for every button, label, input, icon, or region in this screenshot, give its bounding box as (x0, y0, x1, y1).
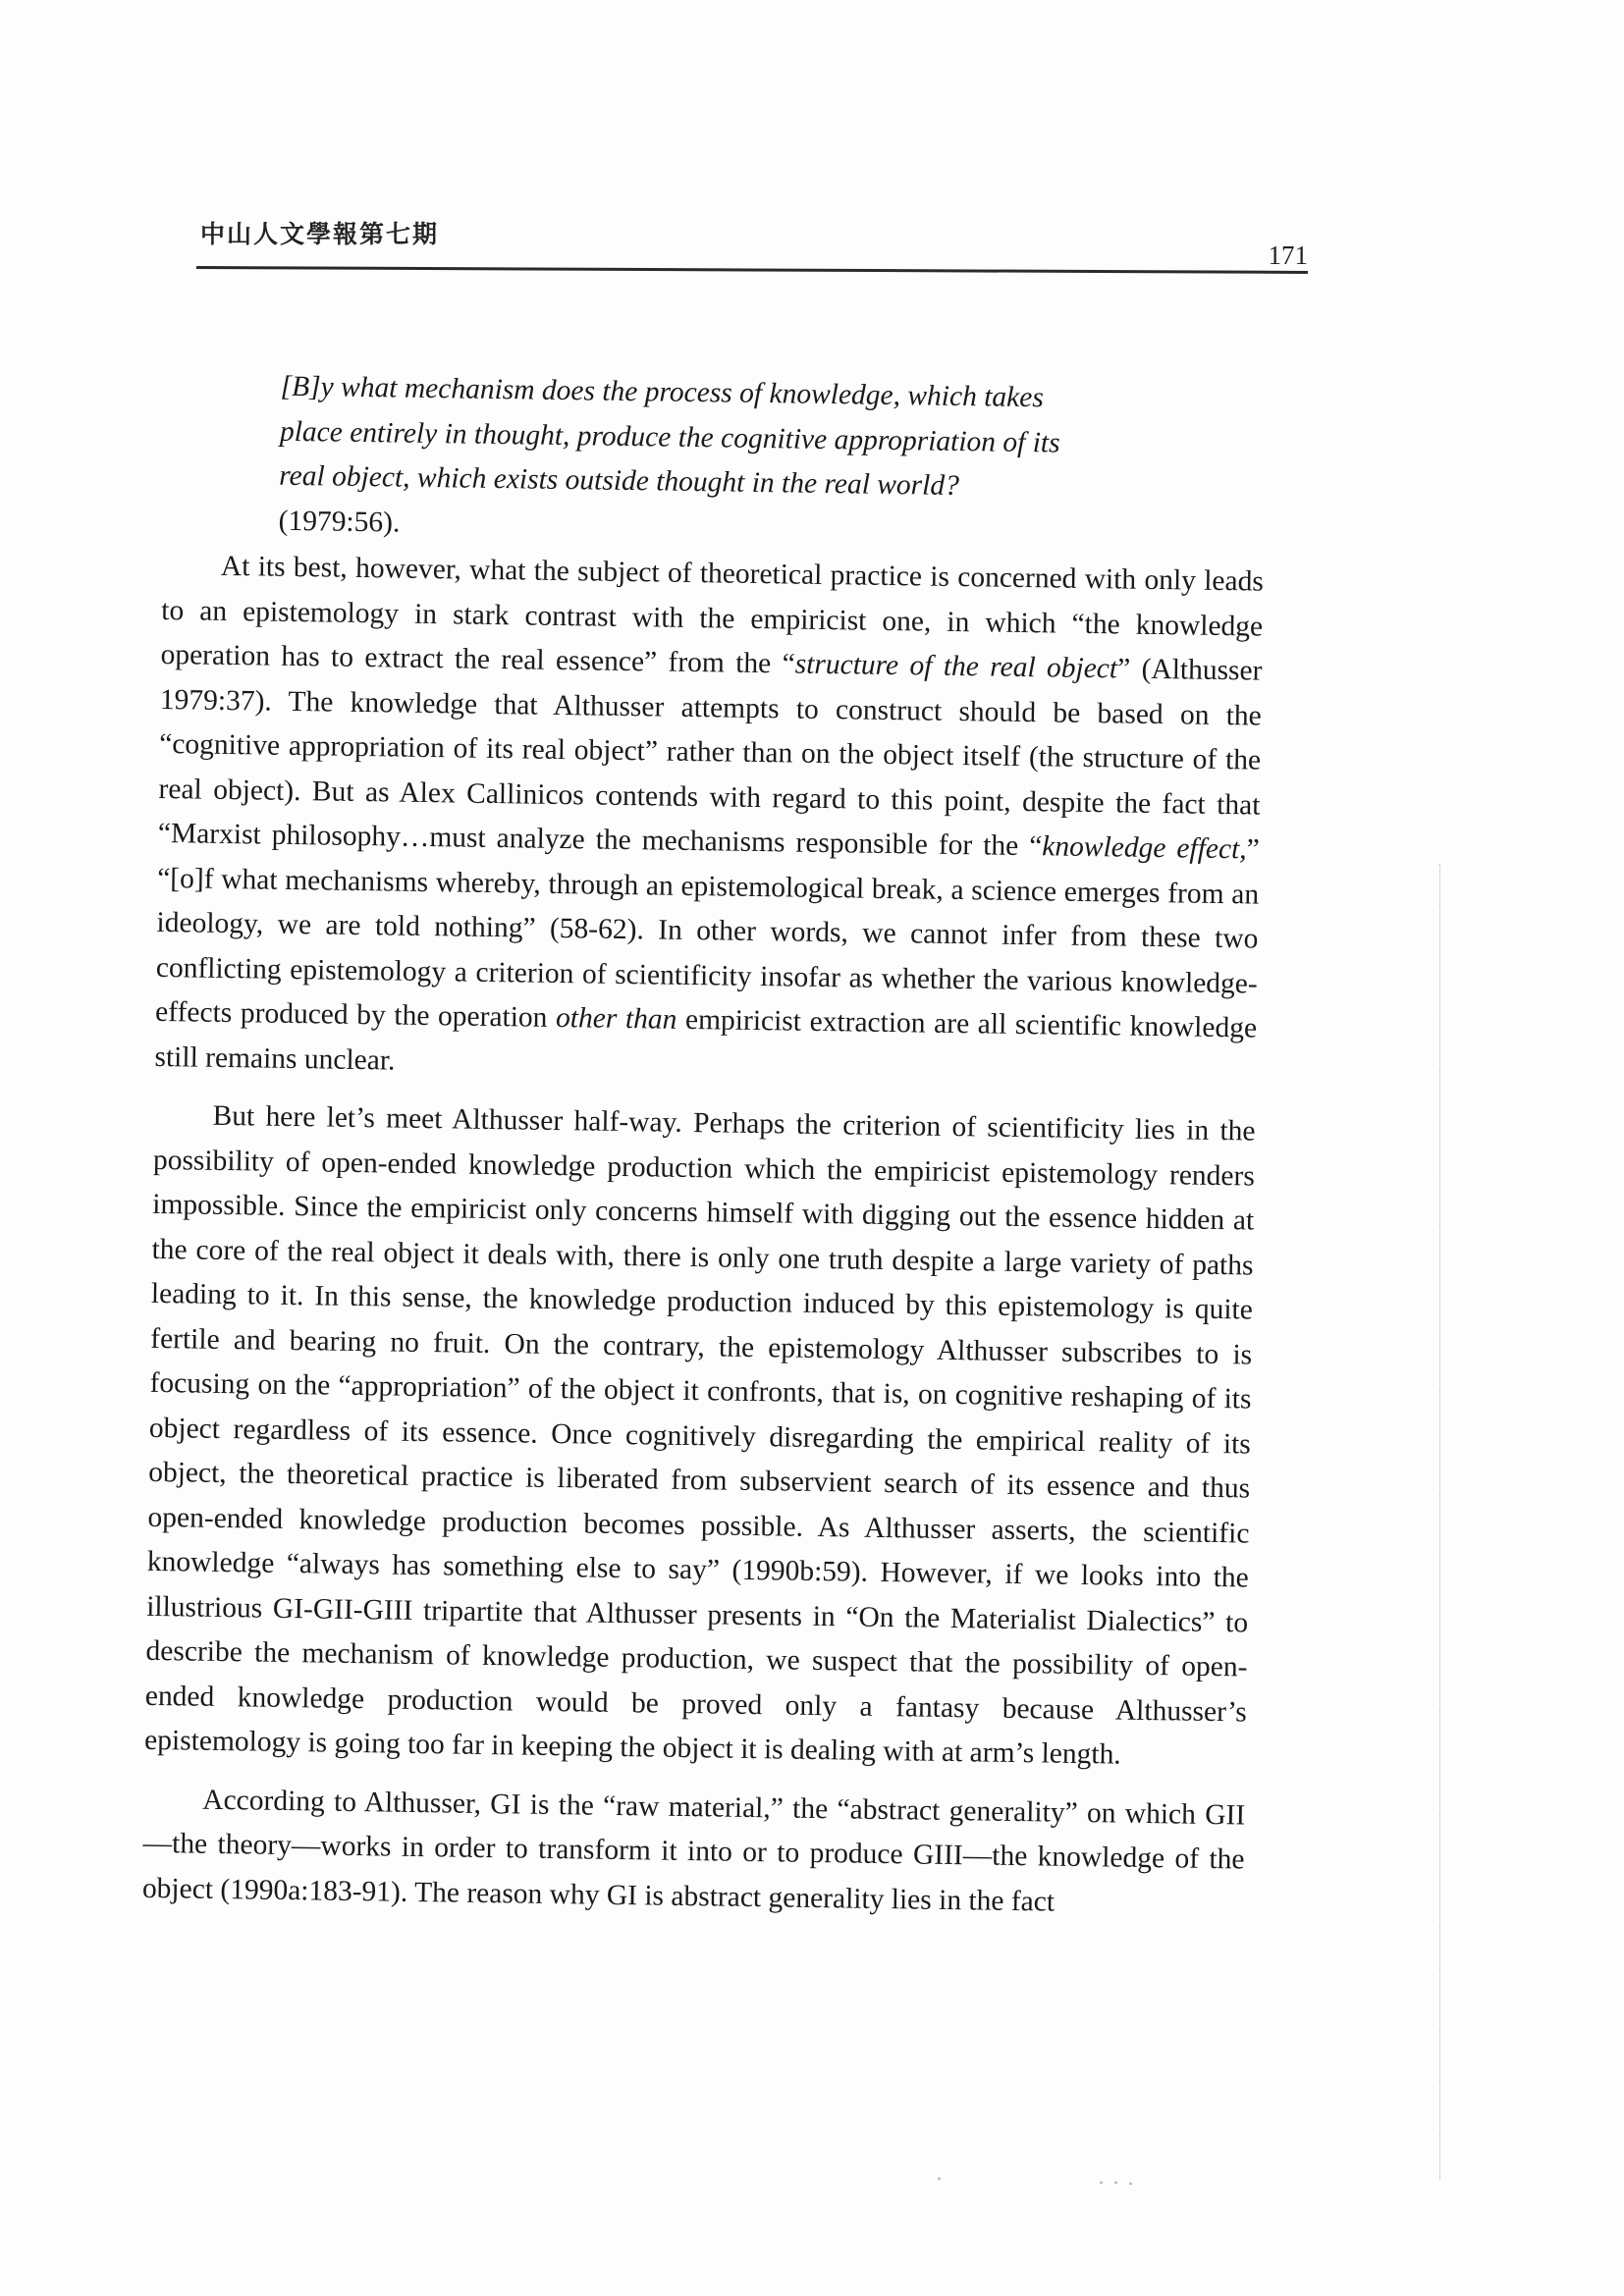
paragraph-1-text-d: empiricist extraction are all scientific knowledge still remains unclear. (154, 1003, 1258, 1077)
paragraph-1-text-c: ” “[o]f what mechanisms whereby, through an epistemological break, a science emerges from an ideology, we are told nothing” (58-62). In other words, we cannot infer from these two conflicting epistemology a criterion of scientificity insofar as whether the various knowledge-effects produced by the operation (154, 833, 1260, 1034)
scan-speck (1129, 2182, 1132, 2185)
paragraph-1-italic-structure: structure of the real object (794, 648, 1118, 685)
paragraph-1-text-b: ” (Althusser 1979:37). The knowledge that Althusser attempts to construct should be based on the “cognitive appropriation of its real object” rather than on the object itself (the structure of the real object). But as Alex Callinicos contends with regard to this point, despite the fact that “Marxist philosophy…must analyze the mechanisms responsible for the “ (157, 653, 1263, 863)
block-quote (162, 363, 1086, 556)
paragraph-1 (154, 544, 1264, 1096)
block-quote-citation: (1979:56). (278, 505, 401, 539)
scan-binding-shadow (1439, 864, 1440, 2179)
paragraph-1-text-a: At its best, however, what the subject of theoretical practice is concerned with only leads to an epistemology in stark contrast with the empiricist one, in which “the knowledge operation has to extract the real essence” from the “ (160, 550, 1265, 680)
paragraph-3: According to Althusser, GI is the “raw material,” the “abstract generality” on which GII—the theory—works in order to transform it into or to produce GIII—the knowledge of the object (1990a:183-91). The reason why GI is abstract generality lies in the fact (141, 1784, 1246, 1918)
paragraph-2: But here let’s meet Althusser half-way. Perhaps the criterion of scientificity lies in the possibility of open-ended knowledge production which the empiricist epistemology renders impossible. Since the empiricist only concerns himself with digging out the essence hidden at the core of the real object it deals with, there is only one truth despite a large variety of paths leading to it. In this sense, the knowledge production induced by this epistemology is quite fertile and bearing no fruit. On the contrary, the epistemology Althusser subscribes to is focusing on the “appropriation” of the object it confronts, that is, on cognitive reshaping of its object regardless of its essence. Once cognitively disregarding the empirical reality of its object, the theoretical practice is liberated from subservient search of its essence and thus open-ended knowledge production becomes possible. As Althusser asserts, the scientific knowledge “always has something else to say” (1990b:59). However, if we looks into the illustrious GI-GII-GIII tripartite that Althusser presents in “On the Materialist Dialectics” to describe the mechanism of knowledge production, we suspect that the possibility of open-ended knowledge production would be proved only a fantasy because Althusser’s epistemology is going too far in keeping the object it is dealing with at arm’s length. (143, 1099, 1256, 1771)
scan-speck (1100, 2181, 1103, 2184)
scan-speck (1114, 2181, 1117, 2184)
paragraph-1-italic-knowledge-effect: knowledge effect, (1042, 830, 1247, 866)
page-number: 171 (1268, 240, 1308, 270)
scan-speck (938, 2177, 941, 2180)
paragraph-1-italic-other-than: other than (555, 1001, 677, 1036)
journal-title: 中山人文學報第七期 (200, 220, 440, 248)
block-quote-text: [B]y what mechanism does the process of knowledge, which takes place entirely in thought, produce the cognitive appropriation of its real object, which exists outside thought in the real world? (279, 370, 1060, 503)
running-header (196, 211, 1308, 280)
body-text (141, 363, 1266, 1941)
header-rule (196, 266, 1308, 274)
